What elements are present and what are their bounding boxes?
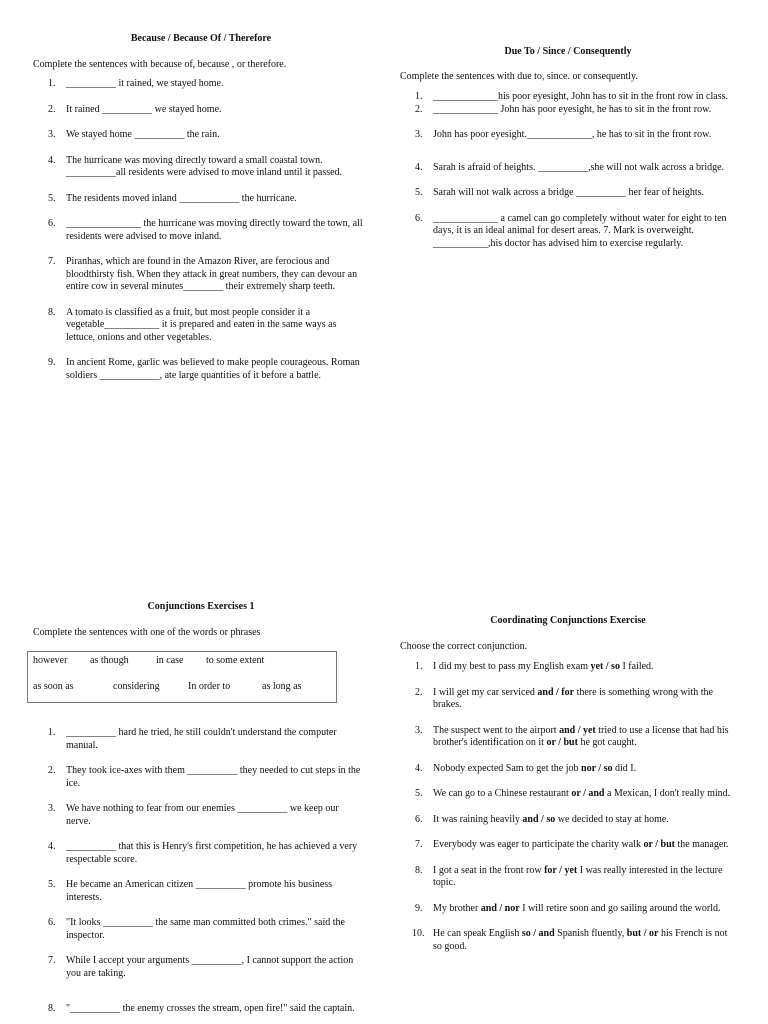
list-item [400,865,736,890]
item-number: 1. [48,78,56,89]
item-number: 1. [415,661,423,672]
word-bank-item: in case [156,655,184,666]
item-text: They took ice-axes with them __________ they needed to cut steps in the ice. [66,765,361,789]
list-item [400,725,736,750]
word-bank-item: as long as [262,681,302,692]
item-number: 2. [415,103,423,115]
list-item [33,129,363,142]
word-bank-item: considering [113,681,160,692]
item-number: 6. [48,218,56,229]
word-bank-item: however [33,655,68,666]
list-item [400,129,736,142]
item-number: 8. [48,306,56,318]
item-text: there is something wrong with the brakes. [433,686,713,710]
list-item [400,687,736,712]
item-number: 1. [415,91,423,102]
conjunction-choice: but / or [626,928,659,939]
section-title: Conjunctions Exercises 1 [147,601,255,612]
item-number: 7. [48,256,56,267]
list-item [33,357,363,382]
item-number: 10. [412,928,425,939]
item-number: 8. [415,864,423,876]
list-item [400,661,736,674]
list-item [400,91,736,104]
list-item [400,104,736,117]
item-text: In ancient Rome, garlic was believed to make people courageous. Roman soldiers ____________, ate large quantities of it before a battle. [66,357,360,381]
item-text: Piranhas, which are found in the Amazon River, are ferocious and bloodthirsty fish. When they attack in great numbers, they can devour an entire cow in several minutes________ their extremely sharp teeth. [66,256,358,292]
item-number: 6. [415,813,423,825]
item-text: did I. [612,762,637,774]
item-number: 4. [415,161,423,173]
list-item [400,928,736,953]
list-item [33,727,363,752]
item-text: He can speak English [433,928,522,939]
item-text: The suspect went to the airport [433,724,560,736]
item-text: John has poor eyesight._____________, he has to sit in the front row. [433,129,712,140]
item-text: we decided to stay at home. [555,813,669,825]
conjunction-choice: nor / so [581,762,613,774]
word-bank-item: In order to [188,681,231,692]
item-number: 2. [48,765,56,776]
list-item [400,814,736,827]
section-because [33,33,363,382]
item-number: 2. [415,686,423,698]
item-text: Everybody was eager to participate the charity walk [433,839,644,850]
item-number: 2. [48,103,56,115]
item-text: My brother [433,902,481,914]
list-item [33,879,363,904]
item-text: __________ hard he tried, he still couldn't understand the computer manual. [66,727,337,751]
item-number: 4. [48,154,56,166]
item-text: he got caught. [577,737,637,748]
item-text: Nobody expected Sam to get the job [433,762,582,774]
exercise-list [400,91,736,250]
list-item [33,104,363,117]
item-number: 4. [415,762,423,774]
conjunction-choice: so / and [521,928,555,939]
conjunction-choice: for / yet [544,864,578,876]
section-conjunctions-1 [33,601,363,1016]
item-text: _______________ the hurricane was moving directly toward the town, all residents were advised to move inland. [66,218,363,242]
list-item [33,307,363,345]
item-text: It rained __________ we stayed home. [66,103,222,115]
exercise-list [33,727,363,1016]
list-item [33,193,363,206]
item-text: It was raining heavily [433,813,523,825]
list-item [33,78,363,91]
item-text: Sarah is afraid of heights. __________,she will not walk across a bridge. [433,161,725,173]
exercise-list [400,661,736,953]
item-text: We have nothing to fear from our enemies __________ we keep our nerve. [66,803,339,827]
item-text: _____________ John has poor eyesight, he has to sit in the front row. [433,103,712,115]
conjunction-choice: or / but [643,839,675,850]
item-text: a Mexican, I don't really mind. [604,788,731,799]
item-text: I did my best to pass my English exam [433,661,591,672]
item-text: "It looks __________ the same man committed both crimes." said the inspector. [66,917,345,941]
instructions: Complete the sentences with due to, since. or consequently. [400,70,638,82]
item-text: I got a seat in the front row [433,864,545,876]
list-item [33,765,363,790]
item-text: I failed. [619,661,654,672]
item-number: 7. [48,955,56,966]
list-item [400,839,736,852]
conjunction-choice: yet / so [590,661,620,672]
word-bank [27,651,337,703]
item-text: the manager. [674,839,729,850]
item-number: 9. [48,357,56,368]
item-number: 5. [48,192,56,204]
item-text: I will retire soon and go sailing around the world. [519,902,721,914]
instructions: Choose the correct conjunction. [400,640,528,652]
item-text: __________ it rained, we stayed home. [66,78,224,89]
item-text: We can go to a Chinese restaurant [433,788,572,799]
list-item [400,788,736,801]
item-text: I was really interested in the lecture topic. [433,864,723,888]
instructions: Complete the sentences with one of the words or phrases [33,626,261,638]
list-item [33,155,363,180]
item-number: 3. [48,129,56,140]
conjunction-choice: or / and [571,788,605,799]
word-bank-item: as soon as [33,681,74,692]
exercise-list [33,78,363,382]
list-item [400,162,736,175]
item-text: "__________ the enemy crosses the stream, open fire!" said the captain. [66,1003,355,1014]
item-number: 6. [415,212,423,224]
item-number: 3. [415,724,423,736]
section-title: Because / Because Of / Therefore [130,33,272,44]
instructions: Complete the sentences with because of, because , or therefore. [33,58,287,70]
item-text: tried to use a license that had his brother's identification on it [433,724,729,748]
word-bank-item: as though [90,655,129,666]
conjunction-choice: and / yet [559,724,596,736]
item-text: A tomato is classified as a fruit, but most people consider it a vegetable___________ it is prepared and eaten in the same ways as lettuce, onions and other vegetables. [66,306,337,343]
item-text: his French is not so good. [433,928,728,952]
list-item [33,1003,363,1016]
item-text: While I accept your arguments __________, I cannot support the action you are taking. [66,955,354,979]
item-text: _____________ a camel can go completely without water for eight to ten days, it is an ideal animal for desert areas. 7. Mark is overweight. ___________,his doctor has advised him to exercise regularly. [433,212,727,249]
item-number: 7. [415,839,423,850]
section-title: Due To / Since / Consequently [504,46,632,57]
item-number: 1. [48,727,56,738]
item-number: 9. [415,902,423,914]
conjunction-choice: and / for [537,686,575,698]
conjunction-choice: or / but [546,737,578,748]
list-item [33,218,363,243]
conjunction-choice: and / nor [480,902,520,914]
list-item [33,955,363,980]
item-text: I will get my car serviced [433,686,538,698]
conjunction-choice: and / so [522,813,556,825]
item-text: He became an American citizen __________ promote his business interests. [66,879,333,903]
item-number: 3. [48,803,56,814]
item-number: 5. [48,879,56,890]
section-title: Coordinating Conjunctions Exercise [490,615,646,626]
list-item [33,917,363,942]
list-item [400,187,736,200]
item-number: 3. [415,129,423,140]
item-number: 6. [48,917,56,928]
list-item [400,903,736,916]
list-item [400,763,736,776]
item-number: 5. [415,788,423,799]
item-text: _____________his poor eyesight, John has to sit in the front row in class. [433,91,728,102]
section-due-to [400,46,736,250]
list-item [33,256,363,294]
item-text: Sarah will not walk across a bridge __________ her fear of heights. [433,187,705,198]
item-text: The hurricane was moving directly toward a small coastal town. __________all residents were advised to move inland until it passed. [66,154,343,178]
item-number: 8. [48,1003,56,1014]
item-text: We stayed home __________ the rain. [66,129,220,140]
item-text: The residents moved inland ____________ the hurricane. [66,192,297,204]
section-coordinating-conjunctions [400,615,736,953]
item-text: __________ that this is Henry's first competition, he has achieved a very respectable score. [66,841,358,865]
list-item [400,213,736,251]
list-item [33,803,363,828]
item-text: Spanish fluently, [554,928,627,939]
item-number: 4. [48,841,56,852]
list-item [33,841,363,866]
item-number: 5. [415,187,423,198]
word-bank-item: to some extent [206,655,265,666]
